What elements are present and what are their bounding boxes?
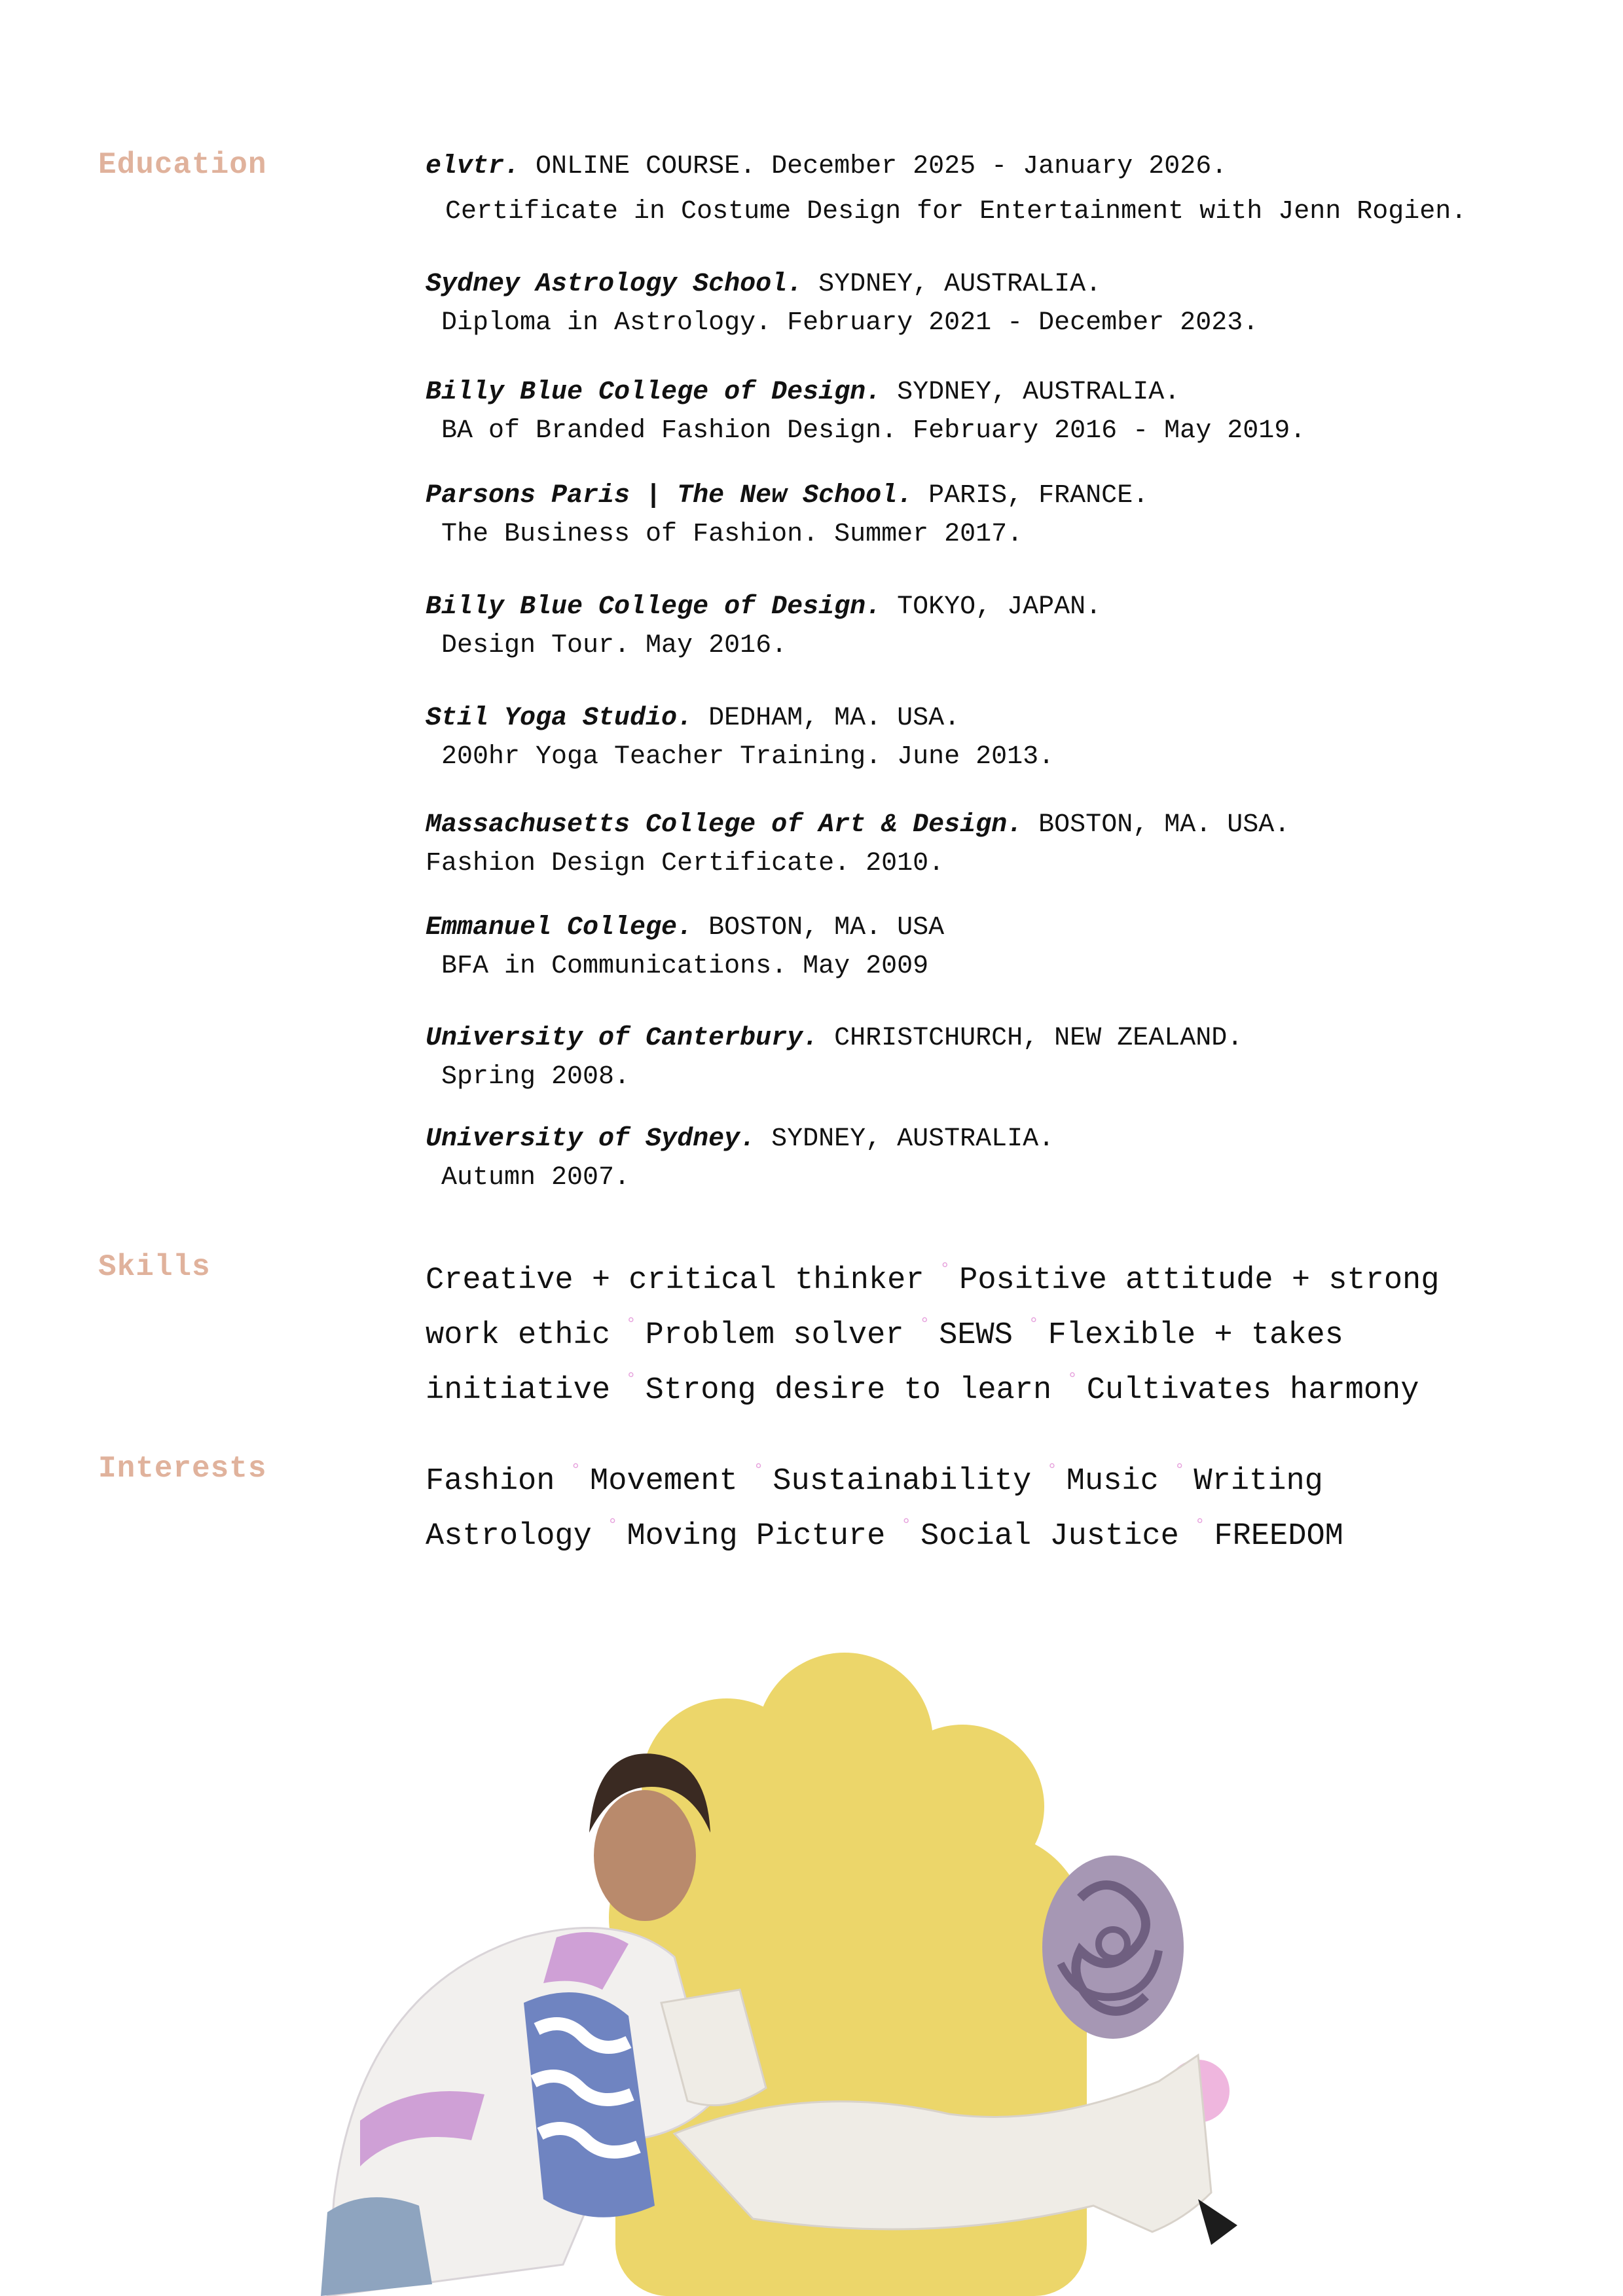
skill-item: Creative + critical thinker <box>426 1263 924 1298</box>
entry-detail: SYDNEY, AUSTRALIA. <box>818 270 1102 299</box>
bullet-dot: ° <box>1174 1460 1185 1480</box>
skills-list <box>426 1247 1578 1412</box>
bullet-dot: ° <box>570 1460 581 1480</box>
bullet-dot: ° <box>1028 1314 1039 1334</box>
bullet-dot: ° <box>939 1259 951 1279</box>
institution-name: University of Sydney. <box>426 1124 756 1154</box>
institution-name: Billy Blue College of Design. <box>426 592 882 622</box>
entry-sub: BFA in Communications. May 2009 <box>441 952 929 981</box>
entry-detail: DEDHAM, MA. USA. <box>708 704 960 733</box>
entry-detail: BOSTON, MA. USA. <box>1038 810 1290 840</box>
education-entry <box>426 704 1578 772</box>
skills-heading: Skills <box>98 1250 211 1284</box>
interests-list <box>426 1448 1578 1558</box>
bullet-dot: ° <box>1047 1460 1057 1480</box>
skill-item: Problem solver <box>645 1318 904 1353</box>
interest-item: Music <box>1066 1464 1159 1499</box>
skill-item: Strong desire to learn <box>645 1373 1052 1408</box>
entry-detail: SYDNEY, AUSTRALIA. <box>771 1124 1055 1154</box>
entry-sub: Fashion Design Certificate. 2010. <box>426 849 945 878</box>
entry-sub: Spring 2008. <box>441 1062 630 1092</box>
education-entry <box>426 592 1578 660</box>
entry-detail: ONLINE COURSE. December 2025 - January 2026. <box>536 152 1228 181</box>
interest-item: Fashion <box>426 1464 555 1499</box>
bullet-dot: ° <box>1194 1515 1205 1535</box>
purple-charm <box>1042 1856 1184 2039</box>
education-entry <box>426 378 1578 446</box>
interest-item: Astrology <box>426 1519 592 1554</box>
bullet-dot: ° <box>753 1460 764 1480</box>
entry-detail: CHRISTCHURCH, NEW ZEALAND. <box>834 1024 1243 1053</box>
interests-heading: Interests <box>98 1452 267 1486</box>
institution-name: Emmanuel College. <box>426 913 693 942</box>
interest-item: Movement <box>590 1464 738 1499</box>
education-entry <box>426 1024 1578 1092</box>
bullet-dot: ° <box>607 1515 618 1535</box>
institution-name: University of Canterbury. <box>426 1024 819 1053</box>
entry-sub: 200hr Yoga Teacher Training. June 2013. <box>441 742 1055 772</box>
entry-sub: Diploma in Astrology. February 2021 - December 2023. <box>441 308 1259 338</box>
collage-illustration <box>308 1636 1316 2296</box>
institution-name: Sydney Astrology School. <box>426 270 803 299</box>
entry-sub: BA of Branded Fashion Design. February 2016 - May 2019. <box>441 416 1306 446</box>
education-entry <box>426 810 1578 878</box>
entry-sub: Autumn 2007. <box>441 1163 630 1193</box>
entry-detail: TOKYO, JAPAN. <box>897 592 1102 622</box>
skill-item: work ethic <box>426 1318 611 1353</box>
institution-name: Stil Yoga Studio. <box>426 704 693 733</box>
education-entry <box>426 152 1578 226</box>
bullet-dot: ° <box>626 1369 636 1389</box>
education-entry <box>426 1124 1578 1193</box>
entry-sub: Certificate in Costume Design for Entertainment with Jenn Rogien. <box>445 197 1467 226</box>
bullet-dot: ° <box>901 1515 911 1535</box>
institution-name: Billy Blue College of Design. <box>426 378 882 407</box>
institution-name: elvtr. <box>426 152 520 181</box>
skill-item: Flexible + takes <box>1048 1318 1343 1353</box>
institution-name: Massachusetts College of Art & Design. <box>426 810 1023 840</box>
skill-item: SEWS <box>939 1318 1013 1353</box>
interest-item: Moving Picture <box>627 1519 886 1554</box>
bullet-dot: ° <box>919 1314 930 1334</box>
entry-detail: SYDNEY, AUSTRALIA. <box>897 378 1180 407</box>
education-entry <box>426 481 1578 549</box>
interest-item: Sustainability <box>773 1464 1032 1499</box>
skill-item: initiative <box>426 1373 611 1408</box>
interest-item: Writing <box>1194 1464 1323 1499</box>
institution-name: Parsons Paris | The New School. <box>426 481 913 511</box>
bullet-dot: ° <box>1067 1369 1078 1389</box>
bullet-dot: ° <box>626 1314 636 1334</box>
interest-item: Social Justice <box>920 1519 1179 1554</box>
education-entry <box>426 270 1578 338</box>
entry-detail: BOSTON, MA. USA <box>708 913 945 942</box>
interest-item: FREEDOM <box>1214 1519 1343 1554</box>
entry-sub: Design Tour. May 2016. <box>441 631 788 660</box>
entry-sub: The Business of Fashion. Summer 2017. <box>441 520 1023 549</box>
skill-item: Positive attitude + strong <box>959 1263 1440 1298</box>
skill-item: Cultivates harmony <box>1086 1373 1419 1408</box>
entry-detail: PARIS, FRANCE. <box>928 481 1149 511</box>
education-entry <box>426 913 1578 981</box>
education-heading: Education <box>98 148 267 182</box>
